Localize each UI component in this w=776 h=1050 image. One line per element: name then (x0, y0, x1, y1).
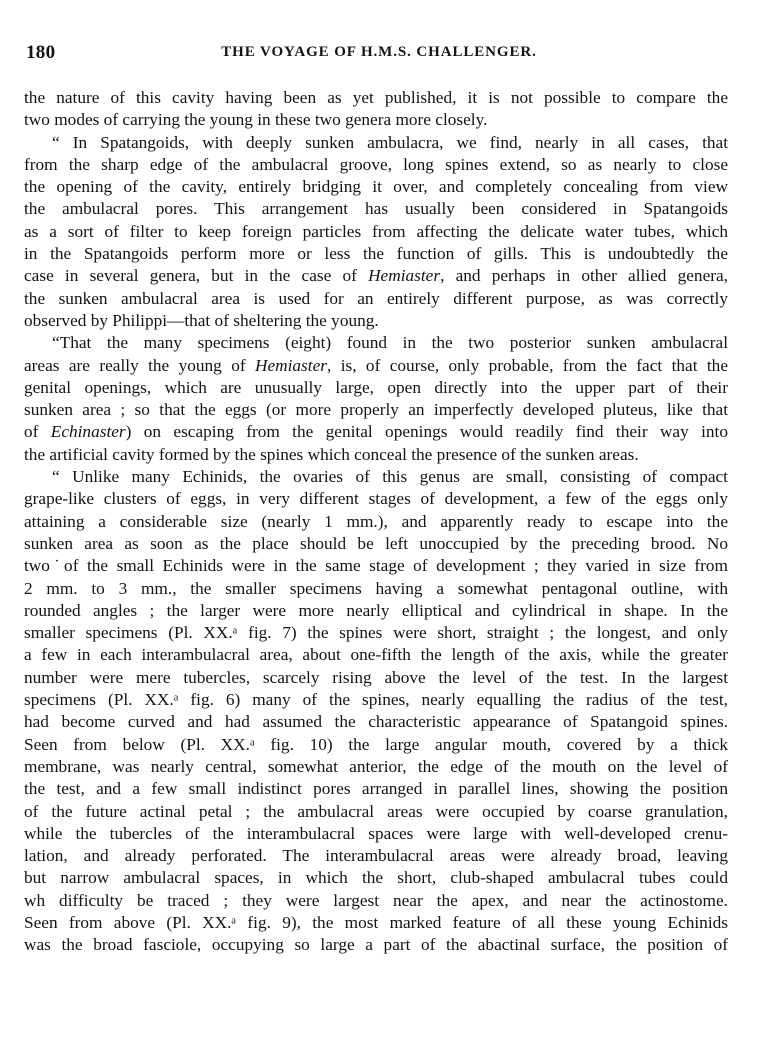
text-line: two˙of the small Echinids were in the same stage of development ; they varied in size from (24, 556, 728, 576)
text-line: case in several genera, but in the case of Hemiaster, and perhaps in other allied genera, (24, 266, 728, 286)
text-line: Seen from above (Pl. XX.ᵃ fig. 9), the most marked feature of all these young Echinids (24, 912, 728, 932)
text-line: as a sort of filter to keep foreign particles from affecting the delicate water tubes, which (24, 221, 728, 241)
text-line: the test, and a few small indistinct pores arranged in parallel lines, showing the position (24, 779, 728, 799)
text-line: the opening of the cavity, entirely bridging it over, and completely concealing from view (24, 177, 728, 197)
genus-name: Hemiaster (368, 266, 441, 286)
text-line: two modes of carrying the young in these two genera more closely. (24, 110, 488, 130)
genus-name: Hemiaster (254, 355, 327, 375)
text-line: “ Unlike many Echinids, the ovaries of this genus are small, consisting of compact (52, 467, 728, 487)
text-line: of Echinaster) on escaping from the genital openings would readily find their way into (24, 422, 728, 442)
text-line: the sunken ambulacral area is used for an entirely different purpose, as was correctly (24, 288, 728, 308)
text-line: “ In Spatangoids, with deeply sunken ambulacra, we find, nearly in all cases, that (52, 132, 728, 152)
page-header (26, 42, 732, 66)
body-text (24, 87, 728, 957)
text-line: the artificial cavity formed by the spines which conceal the presence of the sunken areas. (24, 444, 639, 464)
text-line: attaining a considerable size (nearly 1 mm.), and apparently ready to escape into the (24, 511, 728, 531)
text-line: lation, and already perforated. The interambulacral areas were already broad, leaving (24, 846, 728, 866)
text-line: wh difficulty be traced ; they were largest near the apex, and near the actinostome. (24, 890, 728, 910)
text-line: “That the many specimens (eight) found in the two posterior sunken ambulacral (52, 333, 728, 353)
text-line: a few in each interambulacral area, about one-fifth the length of the axis, while the greater (24, 645, 728, 665)
text-line: genital openings, which are unusually large, open directly into the upper part of their (24, 377, 728, 397)
text-line: sunken area ; so that the eggs (or more properly an imperfectly developed pluteus, like that (24, 400, 728, 420)
text-line: Seen from below (Pl. XX.ᵃ fig. 10) the large angular mouth, covered by a thick (24, 734, 728, 754)
text-line: from the sharp edge of the ambulacral groove, long spines extend, so as nearly to close (24, 154, 728, 174)
text-line: the ambulacral pores. This arrangement has usually been considered in Spatangoids (24, 199, 728, 219)
text-line: specimens (Pl. XX.ᵃ fig. 6) many of the spines, nearly equalling the radius of the test, (24, 690, 728, 710)
text-line: observed by Philippi—that of sheltering the young. (24, 310, 379, 330)
text-line: rounded angles ; the larger were more nearly elliptical and cylindrical in shape. In the (24, 600, 728, 620)
text-line: sunken area as soon as the place should be left unoccupied by the preceding brood. No (24, 533, 728, 553)
running-head: THE VOYAGE OF H.M.S. CHALLENGER. (221, 44, 537, 60)
text-line: grape-like clusters of eggs, in very different stages of development, a few of the eggs only (24, 489, 728, 509)
text-line: while the tubercles of the interambulacral spaces were large with well-developed crenu- (24, 823, 728, 843)
text-line: in the Spatangoids perform more or less the function of gills. This is undoubtedly the (24, 244, 728, 264)
text-line: but narrow ambulacral spaces, in which the short, club-shaped ambulacral tubes could (24, 868, 728, 888)
text-line: had become curved and had assumed the characteristic appearance of Spatangoid spines. (24, 712, 728, 732)
genus-name: Echinaster (50, 422, 126, 442)
text-line: membrane, was nearly central, somewhat anterior, the edge of the mouth on the level of (24, 756, 728, 776)
text-line: was the broad fasciole, occupying so large a part of the abactinal surface, the position of (24, 935, 728, 955)
text-line: the nature of this cavity having been as yet published, it is not possible to compare the (24, 88, 728, 107)
text-line: smaller specimens (Pl. XX.ᵃ fig. 7) the spines were short, straight ; the longest, and only (24, 623, 728, 643)
text-line: of the future actinal petal ; the ambulacral areas were occupied by coarse granulation, (24, 801, 728, 821)
page-number: 180 (26, 42, 56, 63)
text-line: 2 mm. to 3 mm., the smaller specimens having a somewhat pentagonal outline, with (24, 578, 728, 598)
text-line: number were mere tubercles, scarcely rising above the level of the test. In the largest (24, 667, 728, 687)
text-line: areas are really the young of Hemiaster, is, of course, only probable, from the fact that the (24, 355, 728, 375)
